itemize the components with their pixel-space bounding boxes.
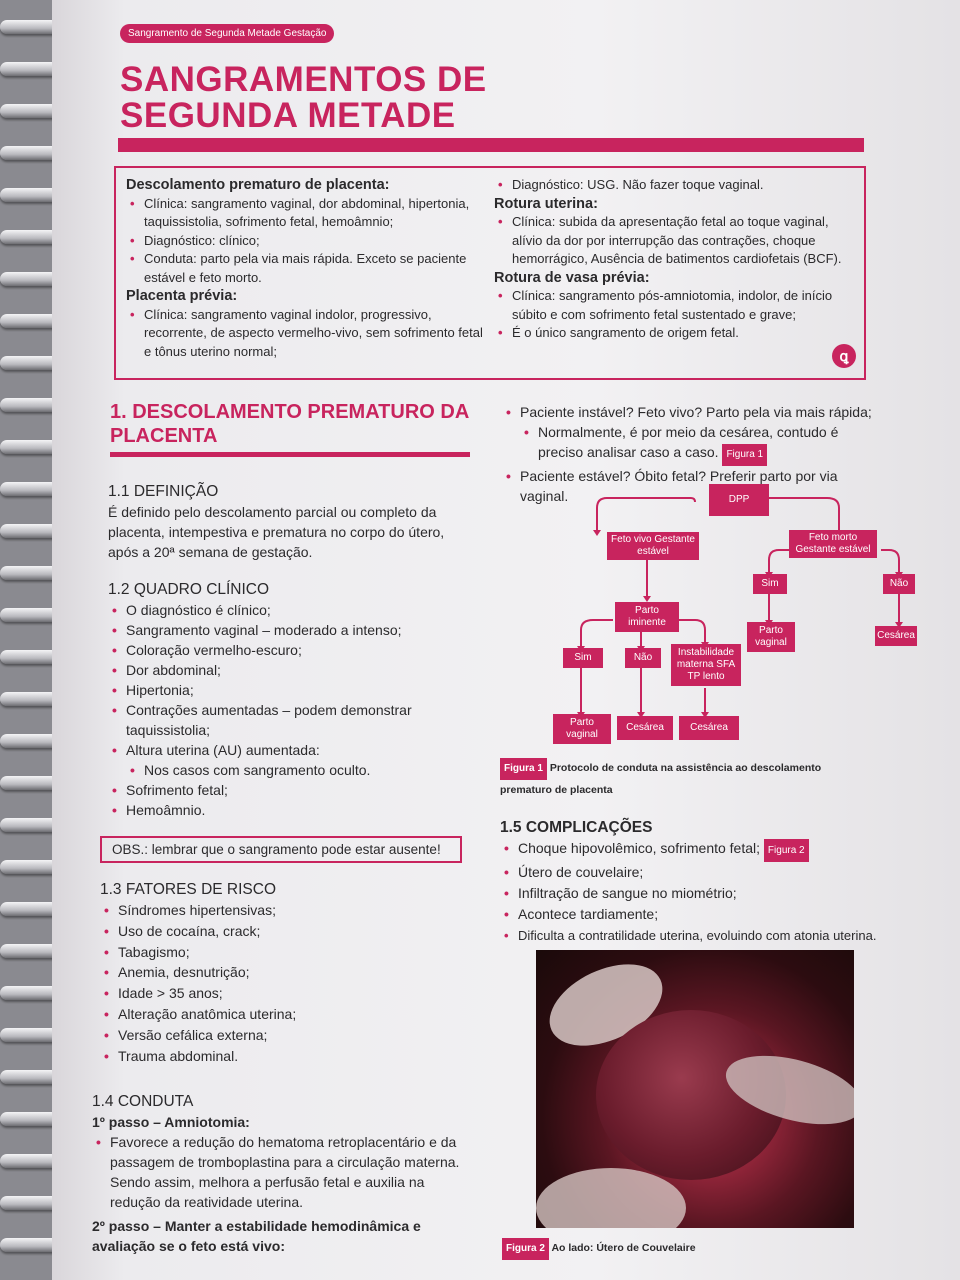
connector [597,498,695,532]
figure-1-caption-text: Protocolo de conduta na assistência ao descolamento prematuro de placenta [500,762,822,796]
section-1-underline [110,452,470,457]
dpp-list [126,195,492,288]
flow-node-sim: Sim [563,648,603,668]
list-item: • Diagnóstico: clínico; [126,232,492,251]
flow-node-cesarea: Cesárea [617,716,673,740]
quadro-clinico-list [108,600,468,760]
figure-2-ref: Figura 2 [764,839,809,862]
conduta-right-list [502,402,882,422]
list-item: • Idade > 35 anos; [100,983,460,1004]
figure-1-caption-tag: Figura 1 [500,758,547,780]
conduta-right-sublist [502,422,882,466]
complicacoes-block [500,818,892,946]
list-item [500,838,892,862]
figure-2-caption [502,1238,862,1260]
fatores-risco-list [100,900,460,1066]
flow-node-nao: Não [625,648,661,668]
list-item: • Acontece tardiamente; [500,904,892,925]
flow-node-parto-vaginal: Parto vaginal [553,714,611,744]
summary-left-column [126,176,492,361]
sub-item-text: Normalmente, é por meio da cesárea, contudo é preciso analisar caso a caso. [538,424,839,460]
list-item: • Clínica: sangramento vaginal indolor, progressivo, recorrente, de aspecto vermelho-vivo, sem sofrimento fetal e tônus uterino normal; [126,306,492,362]
conduta-heading: 1.4 CONDUTA [92,1093,194,1110]
list-item: • Sangramento vaginal – moderado a intenso; [108,620,468,640]
list-item: • Tabagismo; [100,942,460,963]
conduta-block [92,1092,464,1256]
flow-node-feto-morto: Feto morto Gestante estável [789,530,877,558]
list-item: • Nos casos com sangramento oculto. [126,760,468,780]
page-title [120,62,640,134]
quadro-clinico-sublist [108,760,468,780]
figure-2-caption-tag: Figura 2 [502,1238,549,1260]
list-item: • Paciente estável? Óbito fetal? Preferir parto por via vaginal. [502,466,882,506]
flow-node-nao: Não [883,574,915,594]
vasa-previa-list [494,287,862,343]
placenta-previa-heading: Placenta prévia: [126,288,238,304]
connector [581,620,613,648]
fatores-risco-heading: 1.3 FATORES DE RISCO [100,881,277,898]
arrowhead [593,530,601,536]
summary-right-column [494,176,862,343]
placenta-previa-list [126,306,492,362]
summary-box [114,166,866,380]
connector [881,550,899,574]
list-item: • Hemoâmnio. [108,800,468,820]
flow-node-feto-vivo: Feto vivo Gestante estável [607,532,699,560]
title-underline [118,138,864,152]
figure-1-ref: Figura 1 [722,444,767,466]
rotura-uterina-list [494,213,862,269]
list-item: • Clínica: sangramento vaginal, dor abdominal, hipertonia, taquissistolia, sofrimento fetal, hemoâmnio; [126,195,492,232]
list-item: • Paciente instável? Feto vivo? Parto pela via mais rápida; [502,402,882,422]
list-item: • Sofrimento fetal; [108,780,468,800]
list-item: • Infiltração de sangue no miométrio; [500,883,892,904]
list-item: • Hipertonia; [108,680,468,700]
flowchart [497,480,917,750]
list-item-text: Choque hipovolêmico, sofrimento fetal; [518,840,761,856]
chapter-tag: Sangramento de Segunda Metade Gestação [120,24,334,43]
obs-box: OBS.: lembrar que o sangramento pode estar ausente! [100,836,462,863]
list-item: • Anemia, desnutrição; [100,962,460,983]
connector [677,620,705,644]
list-item: • Útero de couvelaire; [500,862,892,883]
flow-node-instabilidade: Instabilidade materna SFA TP lento [671,644,741,686]
photo-hand [536,1168,686,1228]
list-item: • Contrações aumentadas – podem demonstrar taquissistolia; [108,700,468,740]
section-1-title: 1. DESCOLAMENTO PREMATURO DA PLACENTA [110,401,469,447]
placenta-previa-list-cont [494,176,862,195]
list-item: • O diagnóstico é clínico; [108,600,468,620]
dpp-heading: Descolamento prematuro de placenta: [126,177,390,193]
list-item: • Diagnóstico: USG. Não fazer toque vaginal. [494,176,862,195]
flow-node-cesarea: Cesárea [875,626,917,646]
figure-1-caption [500,758,860,800]
notebook-page [52,0,960,1280]
quadro-clinico-list-2 [108,780,468,820]
vasa-previa-heading: Rotura de vasa prévia: [494,269,650,286]
list-item: • É o único sangramento de origem fetal. [494,324,862,343]
complicacoes-list [500,838,892,946]
flow-node-parto-vaginal: Parto vaginal [747,622,795,652]
title-line-2: SEGUNDA METADE [120,96,456,135]
conduta-step-2: 2º passo – Manter a estabilidade hemodinâmica e avaliação se o feto está vivo: [92,1218,421,1254]
rotura-uterina-heading: Rotura uterina: [494,195,598,212]
list-item: • Favorece a redução do hematoma retroplacentário e da passagem de tromboplastina para a circulação materna. Sendo assim, melhora a perfusão fetal e auxilia na redução da reatividade uterina. [92,1132,464,1212]
list-item: • Clínica: subida da apresentação fetal ao toque vaginal, alívio da dor por interrupção das contrações, choque hemorrágico, Ausência de batimentos cardiofetais (BCF). [494,213,862,269]
list-item: • Conduta: parto pela via mais rápida. Exceto se paciente estável e feto morto. [126,250,492,287]
conduta-step-1: 1º passo – Amniotomia: [92,1114,250,1130]
flow-node-dpp: DPP [709,484,769,516]
conduta-step-1-list [92,1132,464,1212]
list-item: • Dor abdominal; [108,660,468,680]
figure-2-caption-text: Ao lado: Útero de Couvelaire [551,1242,696,1254]
definition-text: É definido pelo descolamento parcial ou completo da placenta, intempestiva e prematura no corpo do útero, após a 20ª semana de gestação. [108,504,445,560]
list-item: • Trauma abdominal. [100,1046,460,1067]
list-item: • Clínica: sangramento pós-amniotomia, indolor, de início súbito e com sofrimento fetal sustentado e grave; [494,287,862,324]
quadro-clinico-block [108,580,468,820]
definition-heading: 1.1 DEFINIÇÃO [108,483,219,500]
fatores-risco-block [100,880,460,1066]
list-item: • Alteração anatômica uterina; [100,1004,460,1025]
couvelaire-uterus-photo [536,950,854,1228]
list-item: • Uso de cocaína, crack; [100,921,460,942]
definition-block [108,482,468,562]
flow-node-sim: Sim [753,574,787,594]
list-item [520,422,882,466]
list-item: • Síndromes hipertensivas; [100,900,460,921]
title-line-1: SANGRAMENTOS DE [120,60,487,99]
list-item: • Altura uterina (AU) aumentada: [108,740,468,760]
list-item: • Coloração vermelho-escuro; [108,640,468,660]
list-item: • Versão cefálica externa; [100,1025,460,1046]
flow-node-cesarea: Cesárea [679,716,739,740]
flowchart-connectors [497,480,917,750]
list-item: • Dificulta a contratilidade uterina, evoluindo com atonia uterina. [500,925,892,946]
flow-node-parto-iminente: Parto iminente [615,602,679,632]
brand-logo-icon: ꝗ [832,344,856,368]
complicacoes-heading: 1.5 COMPLICAÇÕES [500,819,653,836]
quadro-clinico-heading: 1.2 QUADRO CLÍNICO [108,581,270,598]
